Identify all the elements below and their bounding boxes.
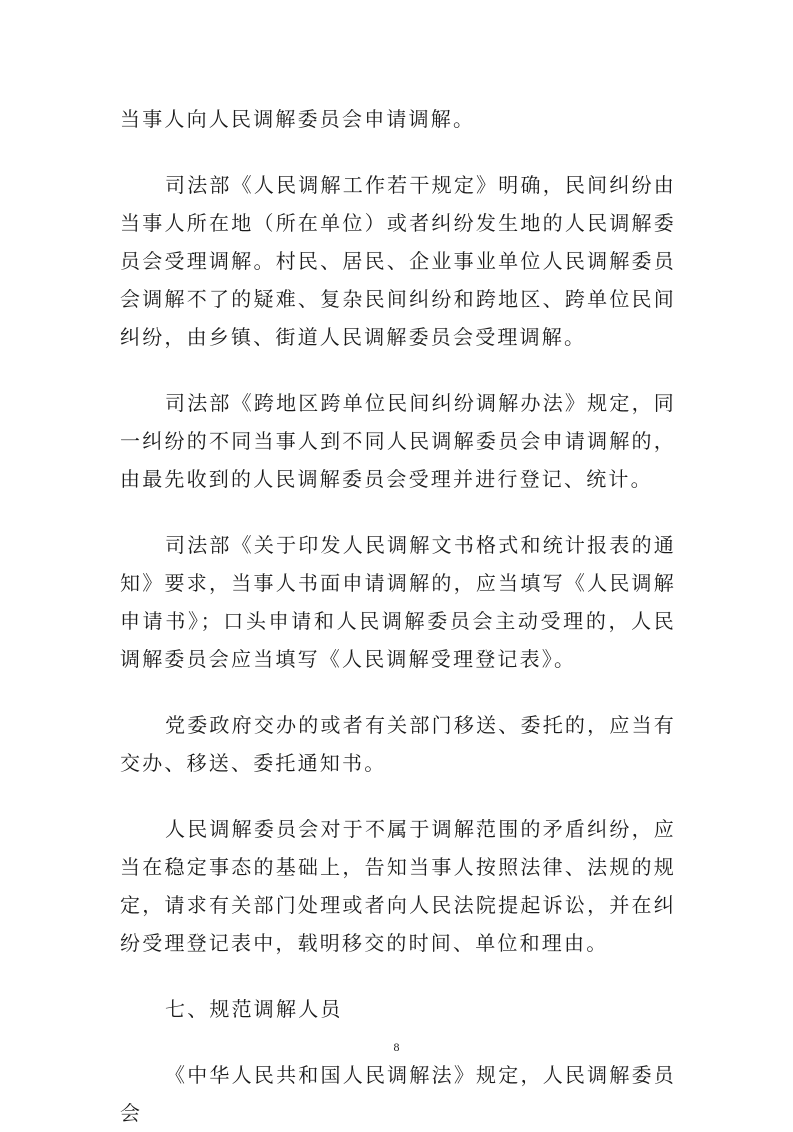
paragraph-mediation-law: 《中华人民共和国人民调解法》规定，人民调解委员会: [120, 1063, 676, 1125]
page-number: 8: [393, 1040, 400, 1054]
paragraph-cross-region-mediation: 司法部《跨地区跨单位民间纠纷调解办法》规定，同一纠纷的不同当事人到不同人民调解委员会申请调解的，由最先收到的人民调解委员会受理并进行登记、统计。: [120, 391, 676, 491]
document-body: [120, 100, 676, 1132]
paragraph-regulation-jurisdiction: 司法部《人民调解工作若干规定》明确，民间纠纷由当事人所在地（所在单位）或者纠纷发生地的人民调解委员会受理调解。村民、居民、企业事业单位人民调解委员会调解不了的疑难、复杂民间纠纷和跨地区、跨单位民间纠纷，由乡镇、街道人民调解委员会受理调解。: [120, 173, 676, 349]
section-heading: 七、规范调解人员: [165, 997, 343, 1021]
paragraph-document-formats: 司法部《关于印发人民调解文书格式和统计报表的通知》要求，当事人书面申请调解的，应当填写《人民调解申请书》；口头申请和人民调解委员会主动受理的，人民调解委员会应当填写《人民调解受理登记表》。: [120, 533, 676, 671]
paragraph-out-of-scope-disputes: 人民调解委员会对于不属于调解范围的矛盾纠纷，应当在稳定事态的基础上，告知当事人按照法律、法规的规定，请求有关部门处理或者向人民法院提起诉讼，并在纠纷受理登记表中，载明移交的时间、单位和理由。: [120, 817, 676, 955]
paragraph-continuation: 当事人向人民调解委员会申请调解。: [120, 107, 476, 131]
paragraph-referral-notice: 党委政府交办的或者有关部门移送、委托的，应当有交办、移送、委托通知书。: [120, 713, 676, 775]
